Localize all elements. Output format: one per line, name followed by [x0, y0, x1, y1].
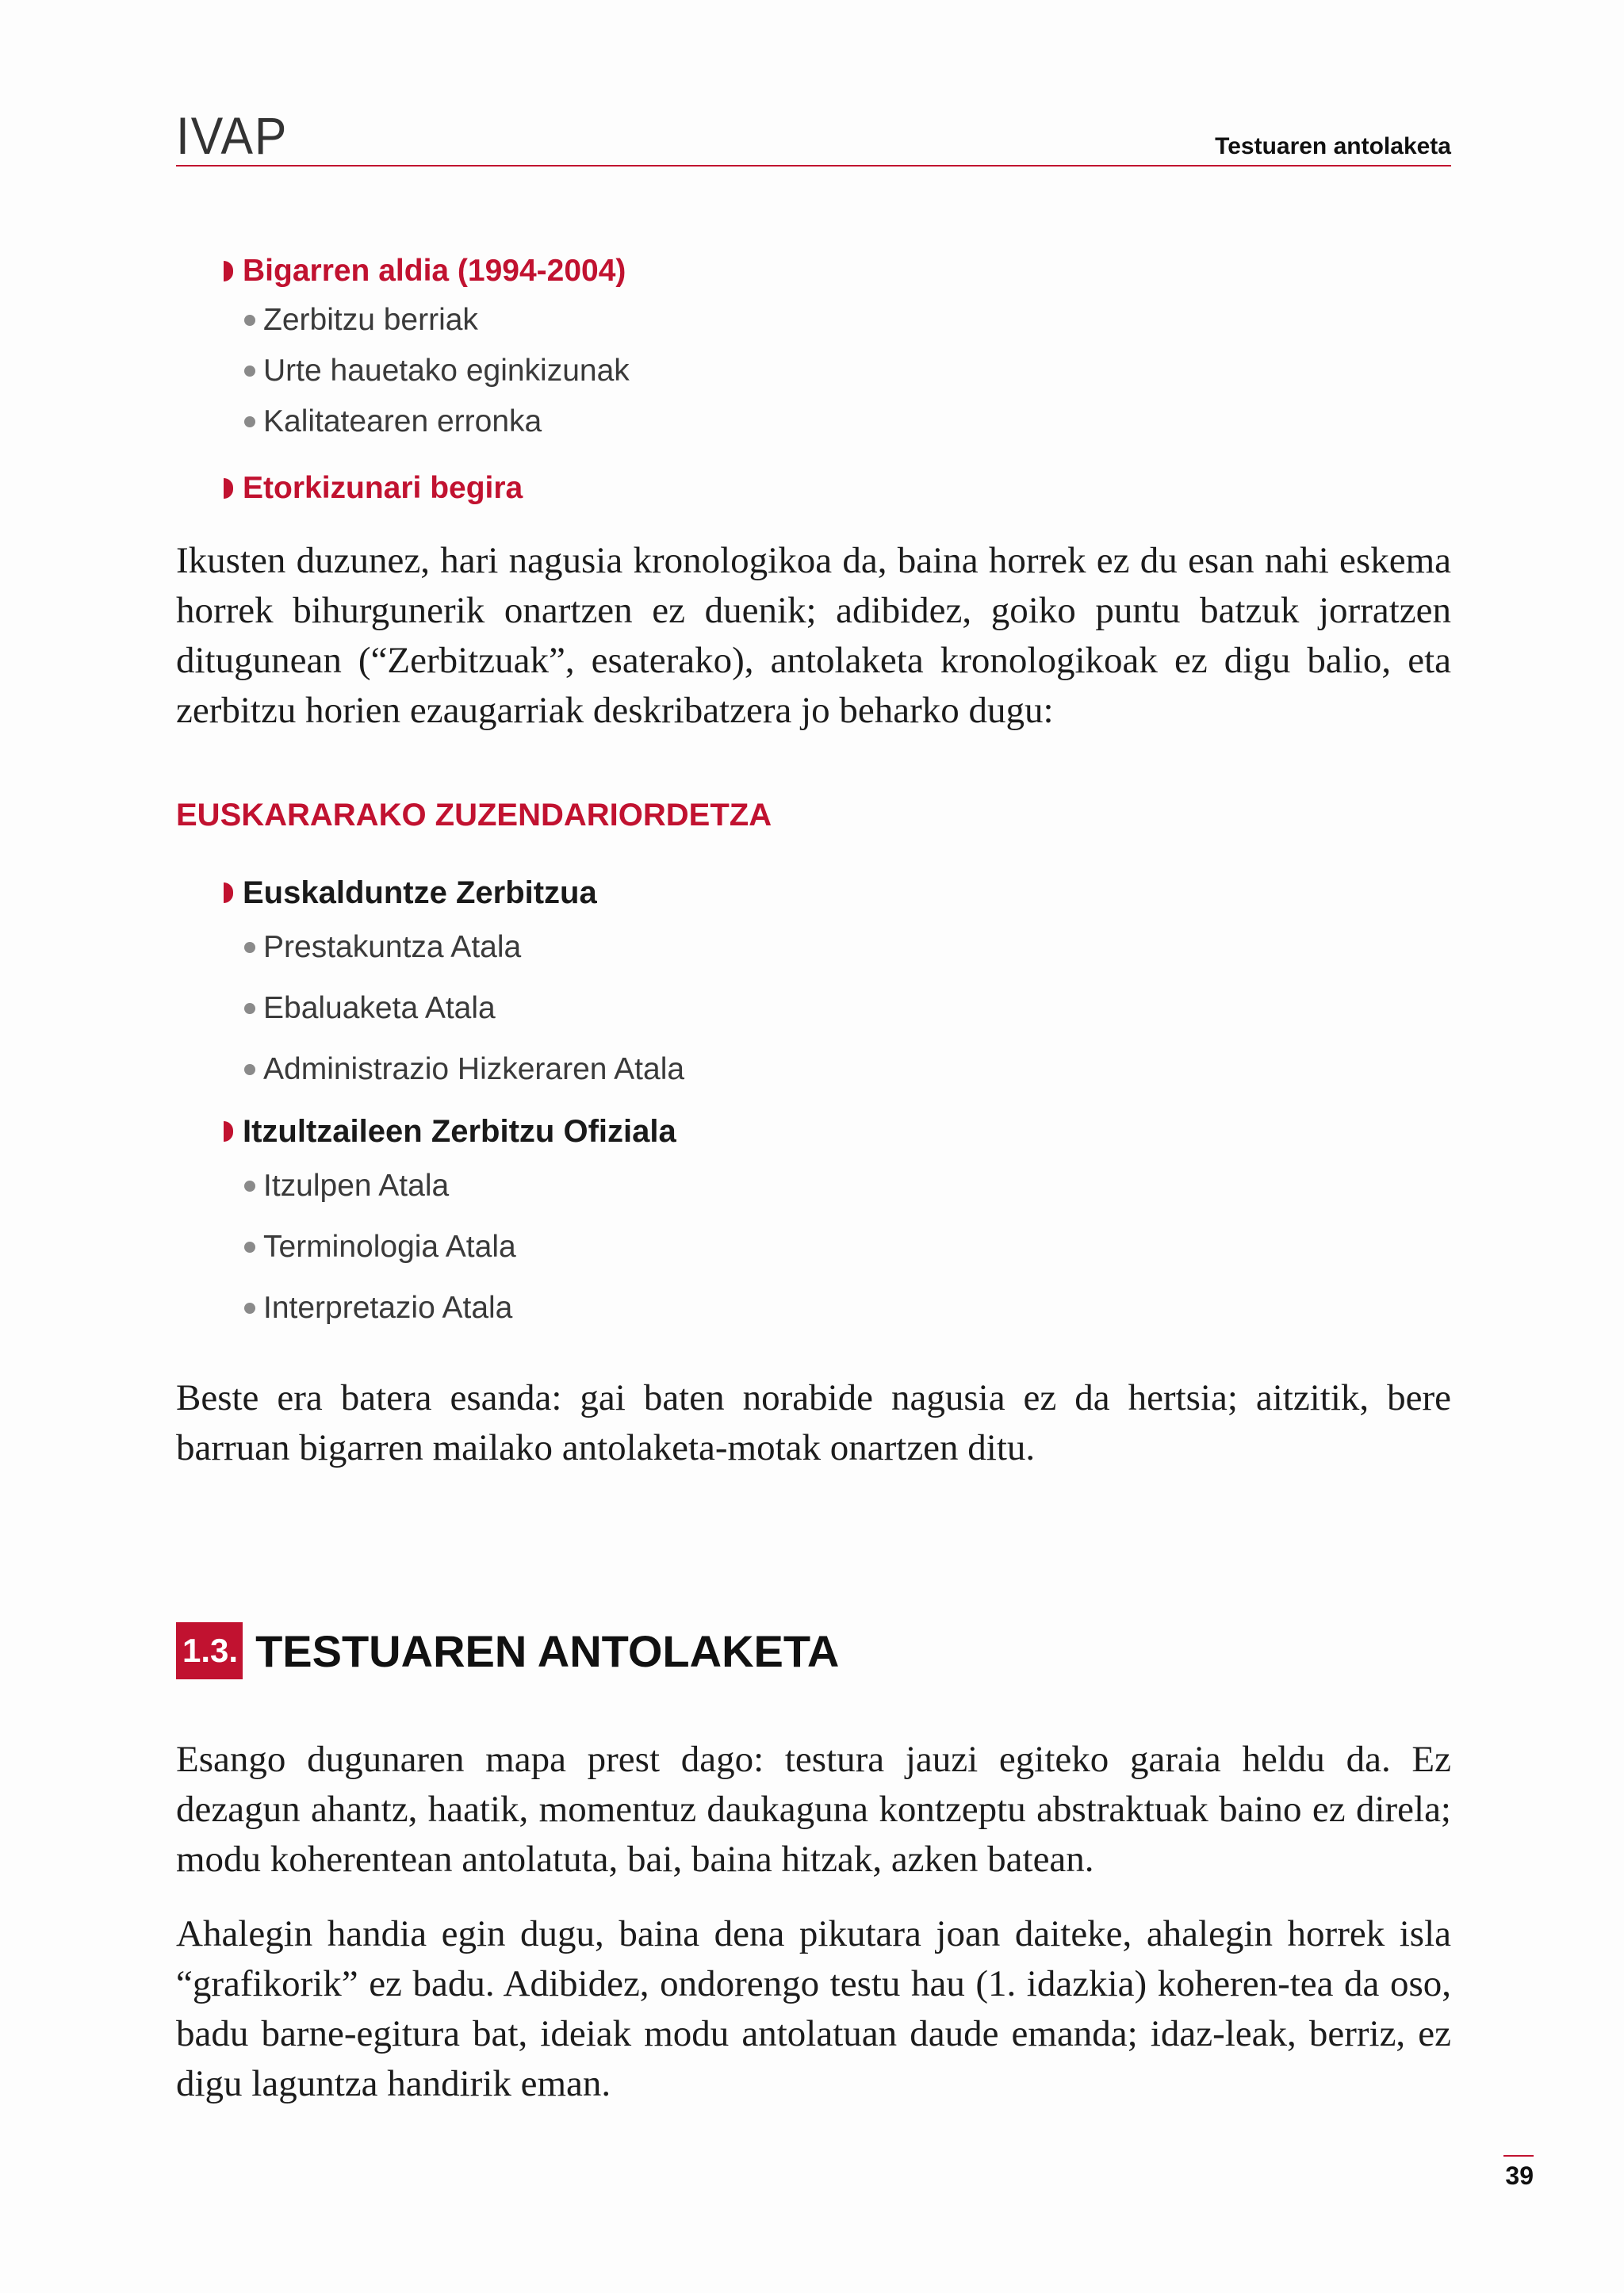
header-rule: [176, 165, 1451, 167]
half-circle-bullet-icon: [224, 1121, 233, 1142]
list-item-text: Interpretazio Atala: [263, 1290, 513, 1325]
body-paragraph: Beste era batera esanda: gai baten norabide nagusia ez da hertsia; aitzitik, bere barruan bigarren mailako antolaketa-motak onartzen ditu.: [176, 1377, 1451, 1468]
outline-period: [224, 247, 630, 512]
section-title: TESTUAREN ANTOLAKETA: [255, 1625, 840, 1676]
list-item: [224, 917, 684, 978]
outline-heading-text: Bigarren aldia (1994-2004): [243, 254, 626, 288]
page-number: 39: [1505, 2161, 1534, 2190]
bullet-dot-icon: [244, 1003, 255, 1014]
body-paragraph: Ahalegin handia egin dugu, baina dena pikutara joan daiteke, ahalegin horrek isla “grafikorik” ez badu. Adibidez, ondorengo testu hau (1. idazkia) koheren-tea da oso, badu barne-egitura bat, ideiak modu antolatuan daude emanda; idaz-leak, berriz, ez digu laguntza handirik eman.: [176, 1913, 1451, 2104]
list-item-text: Urte hauetako eginkizunak: [263, 354, 630, 388]
list-item: [224, 978, 684, 1039]
bullet-dot-icon: [244, 366, 255, 377]
running-head: Testuaren antolaketa: [1215, 133, 1451, 159]
outline-heading: [224, 247, 630, 295]
ivap-logo: IVAP: [176, 106, 289, 165]
bullet-dot-icon: [244, 1064, 255, 1075]
bullet-dot-icon: [244, 416, 255, 427]
list-item: [224, 1277, 684, 1338]
list-item-text: Zerbitzu berriak: [263, 303, 478, 337]
list-item-text: Ebaluaketa Atala: [263, 990, 496, 1025]
list-item: [224, 1155, 684, 1216]
half-circle-bullet-icon: [224, 882, 233, 903]
list-item: [224, 346, 630, 396]
list-item-text: Itzulpen Atala: [263, 1168, 450, 1203]
body-paragraph: Ikusten duzunez, hari nagusia kronologikoa da, baina horrek ez du esan nahi eskema horrek bihurgunerik onartzen ez duenik; adibidez, goiko puntu batzuk jorratzen ditugunean (“Zerbitzuak”, esaterako), antolaketa kronologikoak ez digu balio, eta zerbitzu horien ezaugarriak deskribatzera jo beharko dugu:: [176, 540, 1451, 731]
list-item-text: Terminologia Atala: [263, 1229, 516, 1264]
bullet-dot-icon: [244, 1242, 255, 1253]
outline-heading-text: Euskalduntze Zerbitzua: [243, 875, 597, 910]
outline-services: [224, 869, 684, 1338]
page-number-rule: [1503, 2155, 1534, 2157]
list-item: [224, 396, 630, 447]
list-item-text: Administrazio Hizkeraren Atala: [263, 1051, 685, 1086]
outline-heading-text: Itzultzaileen Zerbitzu Ofiziala: [243, 1113, 676, 1149]
half-circle-bullet-icon: [224, 478, 233, 499]
outline-heading: [224, 465, 630, 512]
bullet-dot-icon: [244, 942, 255, 953]
list-item: [224, 295, 630, 346]
section-subheading: EUSKARARAKO ZUZENDARIORDETZA: [176, 798, 772, 833]
list-item: [224, 1216, 684, 1277]
bullet-dot-icon: [244, 1181, 255, 1192]
half-circle-bullet-icon: [224, 261, 233, 281]
section-number: 1.3.: [176, 1622, 243, 1679]
outline-heading: [224, 869, 684, 917]
section-heading: [176, 1622, 839, 1679]
body-paragraph: Esango dugunaren mapa prest dago: testura jauzi egiteko garaia heldu da. Ez dezagun ahantz, haatik, momentuz daukaguna kontzeptu abstraktuak baino ez direla; modu koherentean antolatuta, bai, baina hitzak, azken batean.: [176, 1739, 1451, 1880]
list-item-text: Prestakuntza Atala: [263, 929, 522, 964]
outline-heading: [224, 1108, 684, 1155]
list-item-text: Kalitatearen erronka: [263, 404, 542, 438]
bullet-dot-icon: [244, 1303, 255, 1314]
bullet-dot-icon: [244, 315, 255, 326]
list-item: [224, 1039, 684, 1100]
outline-heading-text: Etorkizunari begira: [243, 471, 523, 505]
